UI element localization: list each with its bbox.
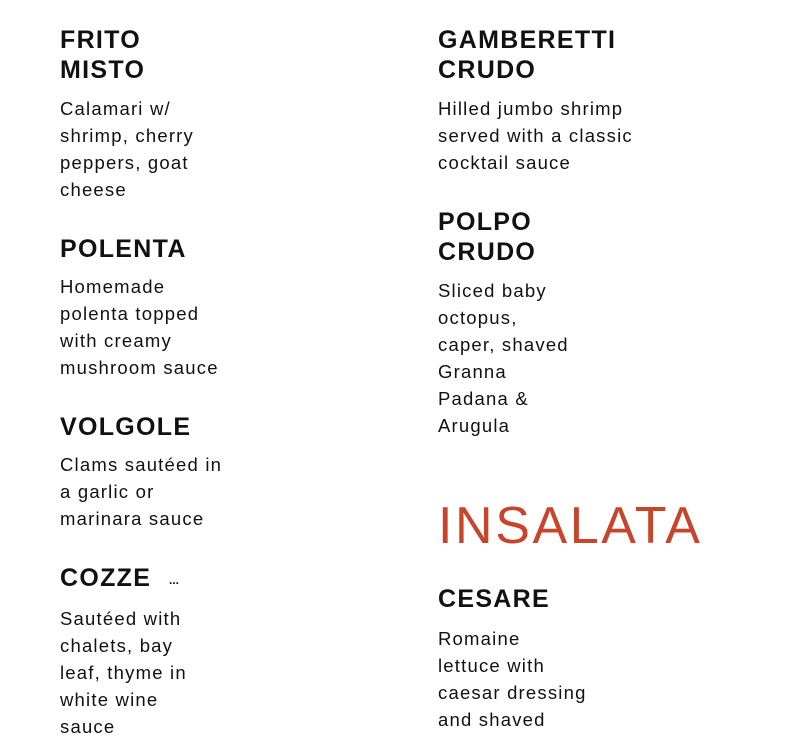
menu-item-name: COZZE [60,564,152,592]
menu-item-name: POLPO CRUDO [438,208,537,266]
menu-item-description: Homemade polenta topped with creamy mushroom sauce [60,276,219,378]
menu-item-description: Sautéed with chalets, bay leaf, thyme in white wine sauce [60,608,187,737]
menu-item-description: Sliced baby octopus, caper, shaved Granna Padana & Arugula [438,280,569,436]
menu-item-description: Hilled jumbo shrimp served with a classic cocktail sauce [438,98,633,173]
menu-item-cesare [438,584,768,733]
menu-item-name: VOLGOLE [60,413,192,441]
menu-item-name: GAMBERETTI CRUDO [438,26,617,84]
menu-item-name: POLENTA [60,235,187,263]
menu-item-description: Romaine lettuce with caesar dressing and shaved [438,628,587,730]
menu-item-polpo-crudo [438,207,768,439]
ellipsis-marker: ... [169,573,180,587]
menu-item-frito-misto [60,25,290,203]
menu-item-name: FRITO MISTO [60,26,146,84]
menu-item-description: Calamari w/ shrimp, cherry peppers, goat cheese [60,98,194,200]
menu-item-gamberetti-crudo [438,25,768,176]
menu-item-description: Clams sautéed in a garlic or marinara sauce [60,454,223,529]
section-heading-insalata: INSALATA [438,497,703,555]
menu-item-cozze [60,563,290,740]
menu-item-polenta [60,234,290,381]
menu-item-volgole [60,412,290,532]
menu-item-name: CESARE [438,585,550,613]
